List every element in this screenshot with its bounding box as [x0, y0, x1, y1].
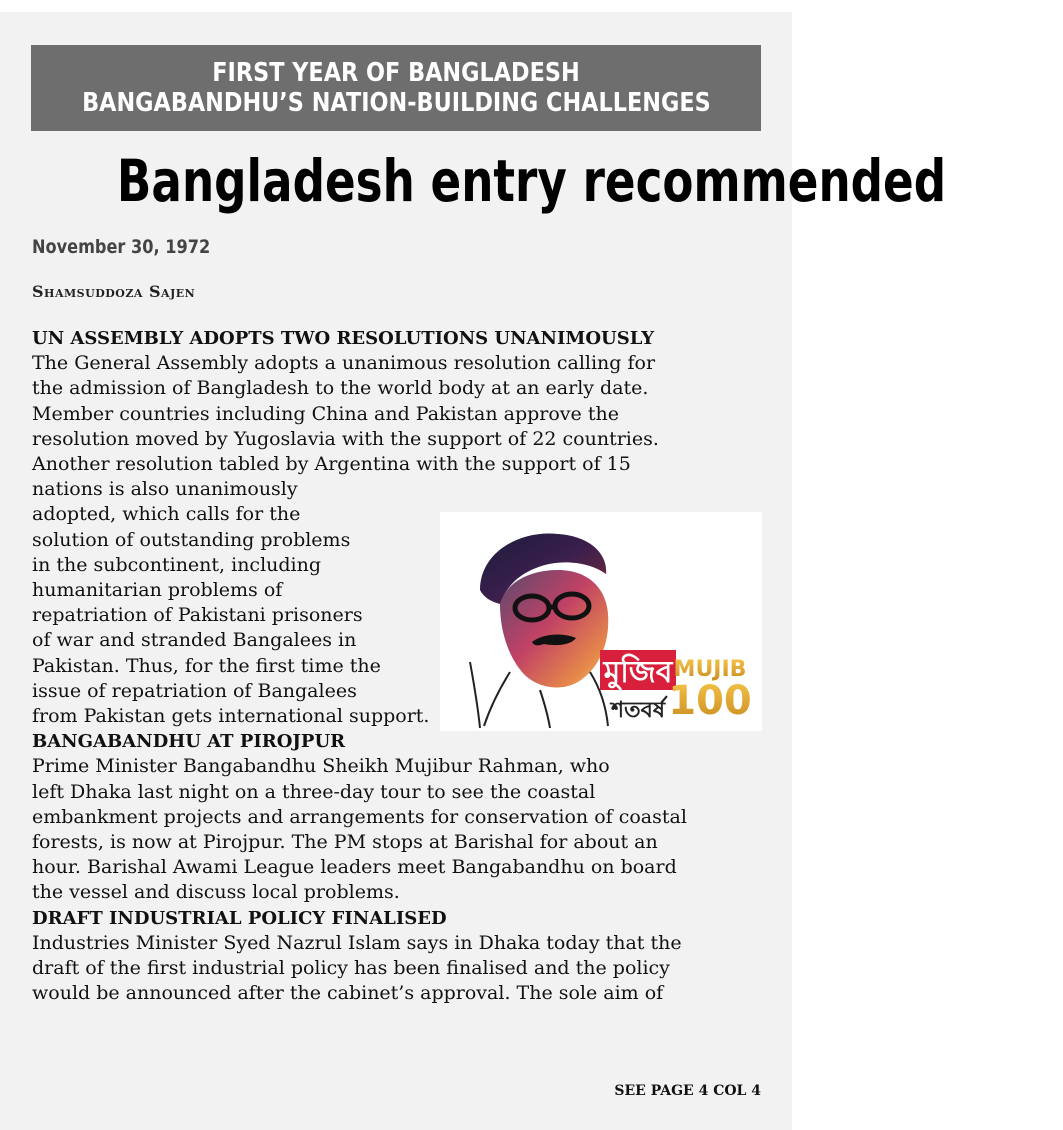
body-line: in the subcontinent, including [32, 553, 322, 576]
body-line: repatriation of Pakistani prisoners [32, 604, 363, 627]
banner-line-1: FIRST YEAR OF BANGLADESH [212, 58, 580, 88]
section-heading: BANGABANDHU AT PIROJPUR [32, 731, 346, 753]
body-line: nations is also unanimously [32, 478, 298, 501]
body-line: solution of outstanding problems [32, 528, 351, 551]
headline-text: Bangladesh entry recommended [116, 147, 947, 215]
article-date [32, 236, 242, 258]
mujib-portrait-illustration [440, 512, 762, 731]
logo-english-bottom: 100 [668, 678, 752, 724]
body-line: Industries Minister Syed Nazrul Islam says in Dhaka today that the [32, 931, 682, 954]
body-line: the vessel and discuss local problems. [32, 881, 400, 904]
body-line: hour. Barishal Awami League leaders meet Bangabandhu on board [32, 856, 677, 879]
logo-bengali-top: মুজিব [603, 655, 673, 690]
section-heading: DRAFT INDUSTRIAL POLICY FINALISED [32, 907, 447, 929]
date-text: November 30, 1972 [32, 236, 211, 258]
body-line: issue of repatriation of Bangalees [32, 679, 357, 702]
body-line: embankment projects and arrangements for conservation of coastal [32, 805, 687, 828]
body-line: humanitarian problems of [32, 579, 283, 602]
body-line: resolution moved by Yugoslavia with the support of 22 countries. [32, 427, 659, 450]
body-line: forests, is now at Pirojpur. The PM stops at Barishal for about an [32, 831, 658, 854]
logo-english-top: MUJIB [673, 657, 747, 682]
series-banner [31, 45, 761, 131]
body-line: the admission of Bangladesh to the world body at an early date. [32, 377, 649, 400]
continuation-note: SEE PAGE 4 COL 4 [614, 1083, 761, 1099]
headline [0, 146, 947, 216]
byline: Shamsuddoza Sajen [32, 282, 196, 301]
body-line: from Pakistan gets international support. [32, 705, 430, 728]
body-line: Prime Minister Bangabandhu Sheikh Mujibur Rahman, who [32, 755, 610, 778]
body-line: of war and stranded Bangalees in [32, 629, 357, 652]
mujib-100-logo [440, 512, 762, 731]
body-line: left Dhaka last night on a three-day tour to see the coastal [32, 780, 596, 803]
section-heading: UN ASSEMBLY ADOPTS TWO RESOLUTIONS UNANIMOUSLY [32, 328, 655, 349]
banner-line-2: BANGABANDHU’S NATION-BUILDING CHALLENGES [82, 88, 711, 118]
body-line: Another resolution tabled by Argentina with the support of 15 [32, 453, 631, 476]
logo-bengali-bottom: শতবর্ষ [611, 698, 665, 723]
body-line: would be announced after the cabinet’s approval. The sole aim of [32, 982, 664, 1005]
body-line: adopted, which calls for the [32, 503, 301, 526]
body-line: The General Assembly adopts a unanimous resolution calling for [32, 352, 656, 375]
body-line: draft of the first industrial policy has been finalised and the policy [32, 957, 670, 980]
body-line: Pakistan. Thus, for the first time the [32, 654, 381, 677]
body-line: Member countries including China and Pakistan approve the [32, 402, 619, 425]
